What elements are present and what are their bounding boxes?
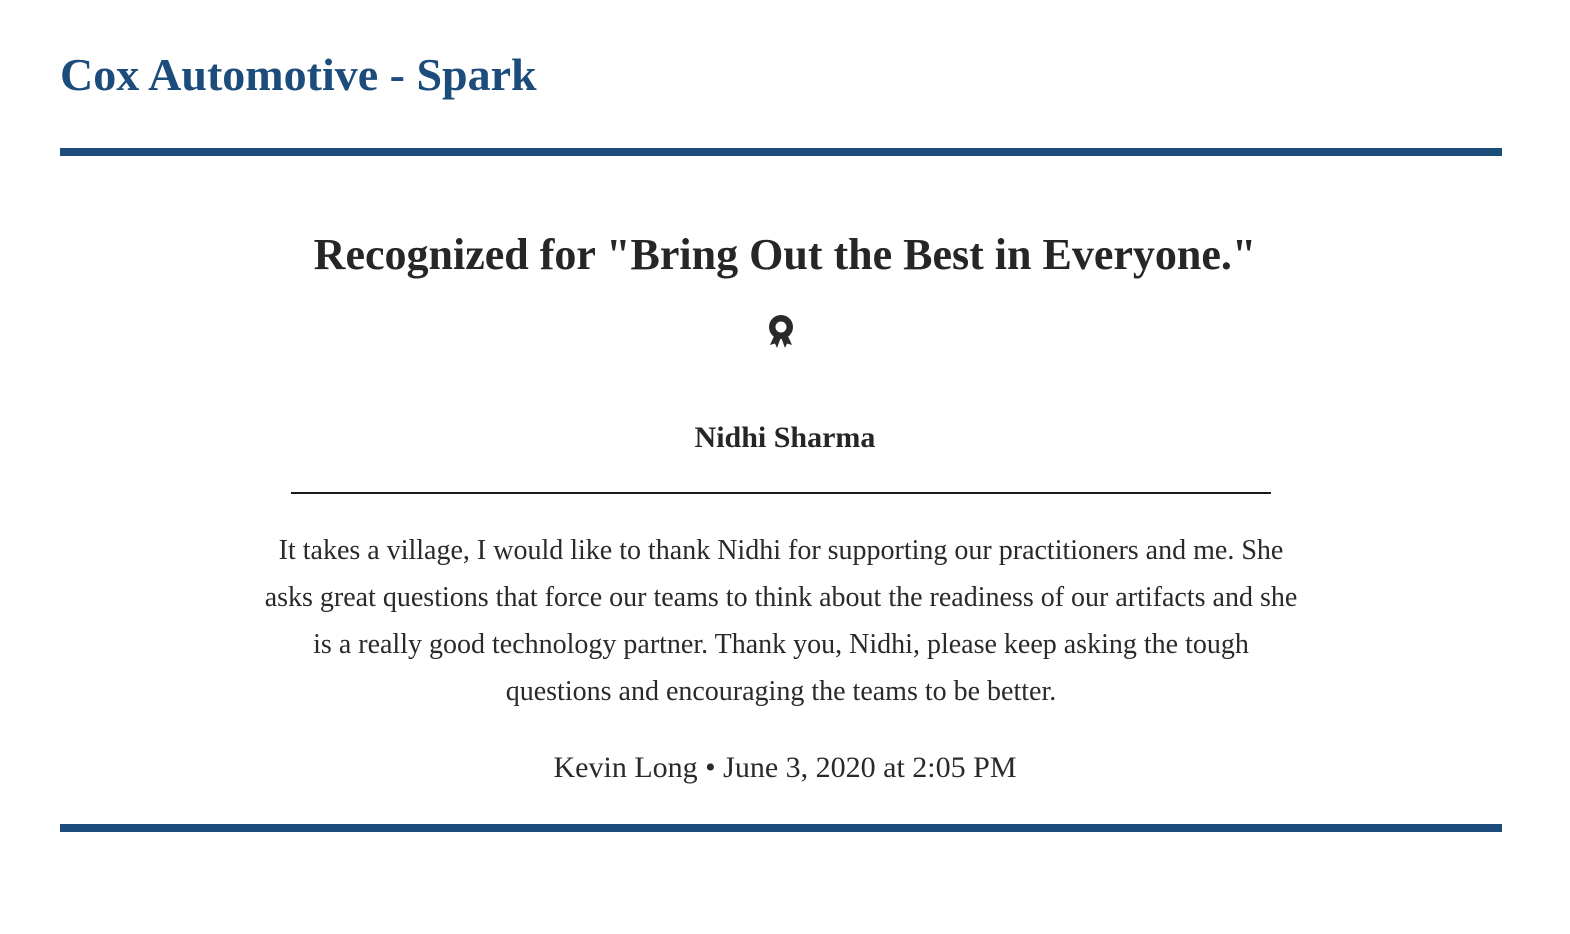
recognition-heading: Recognized for "Bring Out the Best in Everyone." xyxy=(313,230,1257,279)
recognition-message: It takes a village, I would like to thank Nidhi for supporting our practitioners and me. She asks great questions that force our teams to think about the readiness of our artifacts and she is a really good technology partner. Thank you, Nidhi, please keep asking the tough questions and encouraging the teams to be better. xyxy=(264,535,1298,707)
top-divider xyxy=(60,148,1502,156)
recognition-meta xyxy=(0,748,1570,788)
brand-title: Cox Automotive - Spark xyxy=(60,49,537,100)
name-divider xyxy=(291,492,1271,494)
meta-separator: • xyxy=(705,751,716,784)
award-ribbon-icon xyxy=(766,314,796,350)
recipient-name: Nidhi Sharma xyxy=(694,421,876,454)
bottom-divider xyxy=(60,824,1502,832)
author-name: Kevin Long xyxy=(553,751,698,784)
timestamp: June 3, 2020 at 2:05 PM xyxy=(723,751,1017,784)
